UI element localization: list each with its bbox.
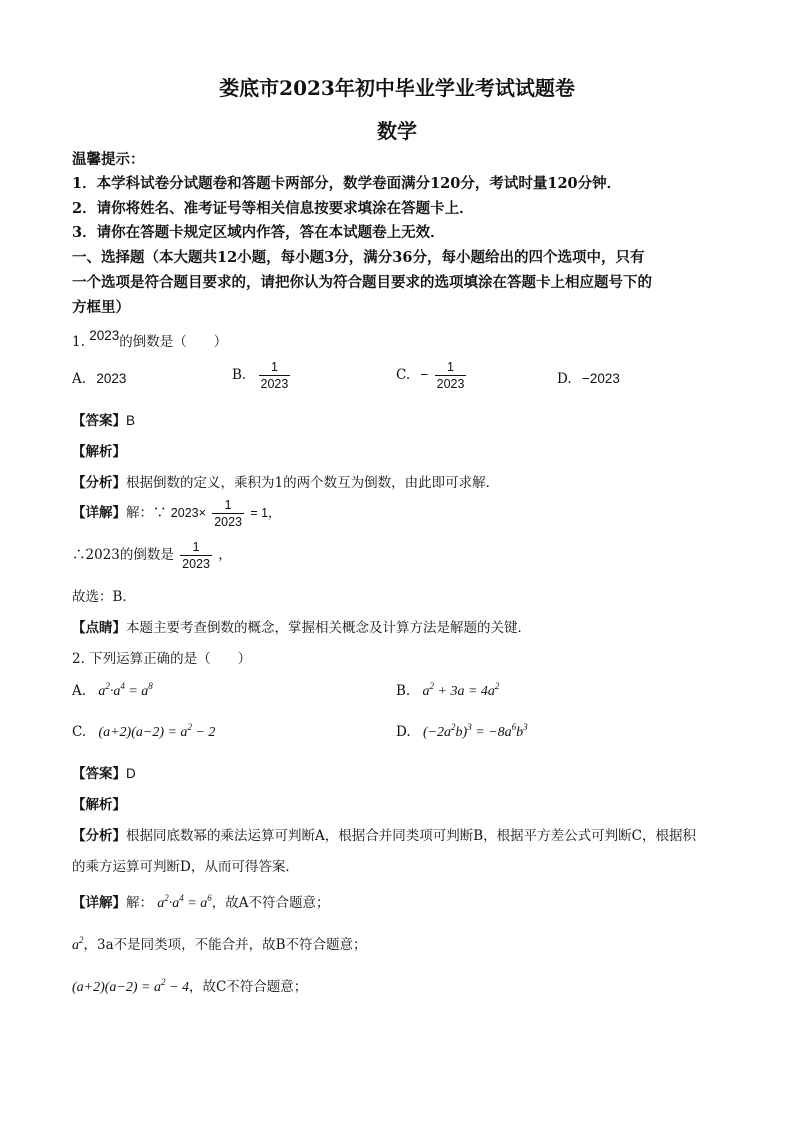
q2-option-c-expr: $(a+2)(a-2) = a^2 - 2$ [98, 722, 216, 740]
q2-fenxi-line-1 [72, 824, 696, 844]
q1-therefore-denominator: 2023 [182, 557, 210, 571]
q1-option-b [232, 359, 292, 392]
q1-xiangjie-numerator: 1 [212, 497, 244, 514]
q2-xiangjie-post-3: ，故C不符合题意； [188, 979, 308, 995]
q1-xiangjie-pre: 解：∵ [126, 505, 167, 521]
q2-option-b-label: B. [396, 683, 411, 699]
q1-therefore-pre: ∴2023的倒数是 [72, 547, 174, 563]
subject-title: 数学 [377, 119, 417, 143]
q2-option-d [396, 724, 528, 741]
q2-xiangjie-line-2 [72, 933, 367, 954]
q1-stem [72, 330, 227, 350]
q2-fenxi-line-2: 的乘方运算可判断D，从而可得答案． [72, 859, 299, 875]
q1-option-d-value: −2023 [581, 371, 620, 386]
q1-xiangjie [72, 497, 281, 530]
q2-option-a [72, 683, 153, 700]
q1-option-a [72, 371, 126, 387]
q1-answer [72, 409, 135, 429]
q1-option-a-value: 2023 [96, 371, 127, 386]
q1-xiangjie-denominator: 2023 [214, 515, 243, 529]
q1-option-b-numerator: 1 [259, 359, 291, 376]
notice-item-3: 3．请你在答题卡规定区域内作答，答在本试题卷上无效． [72, 224, 445, 241]
q1-stem-rest: 的倒数是（ ） [119, 334, 228, 350]
q1-answer-tag: 【答案】 [72, 413, 126, 429]
q1-xiangjie-fraction [212, 497, 244, 530]
q2-fenxi-tag: 【分析】 [72, 828, 126, 844]
section1-line-3: 方框里） [72, 299, 130, 316]
q2-xiangjie-pre: 解： [126, 895, 153, 911]
q2-answer [72, 762, 136, 782]
q1-therefore [72, 539, 232, 572]
q2-xiangjie-post-1: ，故A不符合题意； [211, 895, 330, 911]
q1-fenxi-tag: 【分析】 [72, 475, 126, 491]
q1-option-c-numerator: 1 [435, 359, 467, 376]
q2-xiangjie-line-1 [72, 891, 330, 912]
q1-dianjing-tag: 【点睛】 [72, 620, 126, 636]
q1-dianjing-text: 本题主要考查倒数的概念，掌握相关概念及计算方法是解题的关键． [126, 620, 531, 636]
q1-option-c [396, 359, 468, 392]
q1-guxuan: 故选：B． [72, 589, 136, 605]
q2-option-a-expr: $a^2\cdot a^4 = a^8$ [98, 681, 153, 699]
q2-answer-value: D [126, 766, 136, 781]
q2-option-a-label: A. [72, 683, 87, 699]
q1-option-d [557, 371, 620, 387]
q2-xiangjie-expr-3: $(a+2)(a-2) = a^2 - 4$ [72, 977, 189, 995]
q1-number: 1. [72, 334, 85, 350]
q2-xiangjie-expr-1: $a^2\cdot a^4 = a^6$ [157, 893, 212, 911]
q1-therefore-post: ， [218, 547, 232, 563]
q2-fenxi-text-1: 根据同底数幂的乘法运算可判断A，根据合并同类项可判断B，根据平方差公式可判断C，根据积 [126, 828, 696, 844]
q1-xiangjie-expr: 2023× [170, 506, 206, 520]
q1-dianjing [72, 616, 531, 636]
notice-item-1: 1．本学科试卷分试题卷和答题卡两部分，数学卷面满分120分，考试时量120分钟． [72, 175, 622, 192]
q1-answer-value: B [126, 413, 136, 428]
section1-line-1: 一、选择题（本大题共12小题，每小题3分，满分36分，每小题给出的四个选项中，只有 [72, 249, 645, 266]
q1-option-d-label: D. [557, 371, 572, 387]
q1-option-c-label: C. [396, 367, 411, 383]
exam-title: 娄底市2023年初中毕业学业考试试题卷 [219, 76, 575, 100]
section1-line-2: 一个选项是符合题目要求的，请把你认为符合题目要求的选项填涂在答题卡上相应题号下的 [72, 274, 652, 291]
q2-option-c [72, 724, 215, 741]
q2-answer-tag: 【答案】 [72, 766, 126, 782]
q2-analysis-tag: 【解析】 [72, 797, 126, 813]
q1-fenxi-text: 根据倒数的定义，乘积为1的两个数互为倒数，由此即可求解． [126, 475, 500, 491]
q1-option-c-fraction [435, 359, 467, 392]
q1-option-b-label: B. [232, 367, 247, 383]
q1-option-a-label: A. [72, 371, 87, 387]
q1-xiangjie-tag: 【详解】 [72, 505, 126, 521]
q2-option-b-expr: $a^2 + 3a = 4a^2$ [422, 681, 500, 699]
q1-option-b-denominator: 2023 [260, 377, 289, 391]
q1-option-b-fraction [259, 359, 291, 392]
q2-xiangjie-expr-2: $a^2$ [72, 935, 84, 953]
q2-option-b [396, 683, 499, 700]
q1-therefore-numerator: 1 [180, 539, 212, 556]
notice-heading: 温馨提示： [72, 151, 145, 168]
q2-stem: 2. 下列运算正确的是（ ） [72, 651, 252, 667]
q2-xiangjie-post-2: ，3a不是同类项，不能合并，故B不符合题意； [83, 937, 367, 953]
q2-xiangjie-line-3 [72, 975, 307, 996]
q2-xiangjie-tag: 【详解】 [72, 895, 126, 911]
q2-option-d-label: D. [396, 724, 411, 740]
q1-stem-value: 2023 [89, 328, 120, 343]
q1-therefore-fraction [180, 539, 212, 572]
q2-option-d-expr: $(-2a^2b)^3 = -8a^6b^3$ [422, 722, 528, 740]
q1-analysis-tag: 【解析】 [72, 444, 126, 460]
q2-option-c-label: C. [72, 724, 87, 740]
q1-option-c-sign: − [420, 367, 429, 382]
q1-fenxi [72, 471, 499, 491]
q1-option-c-denominator: 2023 [436, 377, 465, 391]
q1-xiangjie-post: = 1， [250, 506, 281, 520]
notice-item-2: 2．请你将姓名、准考证号等相关信息按要求填涂在答题卡上． [72, 200, 474, 217]
